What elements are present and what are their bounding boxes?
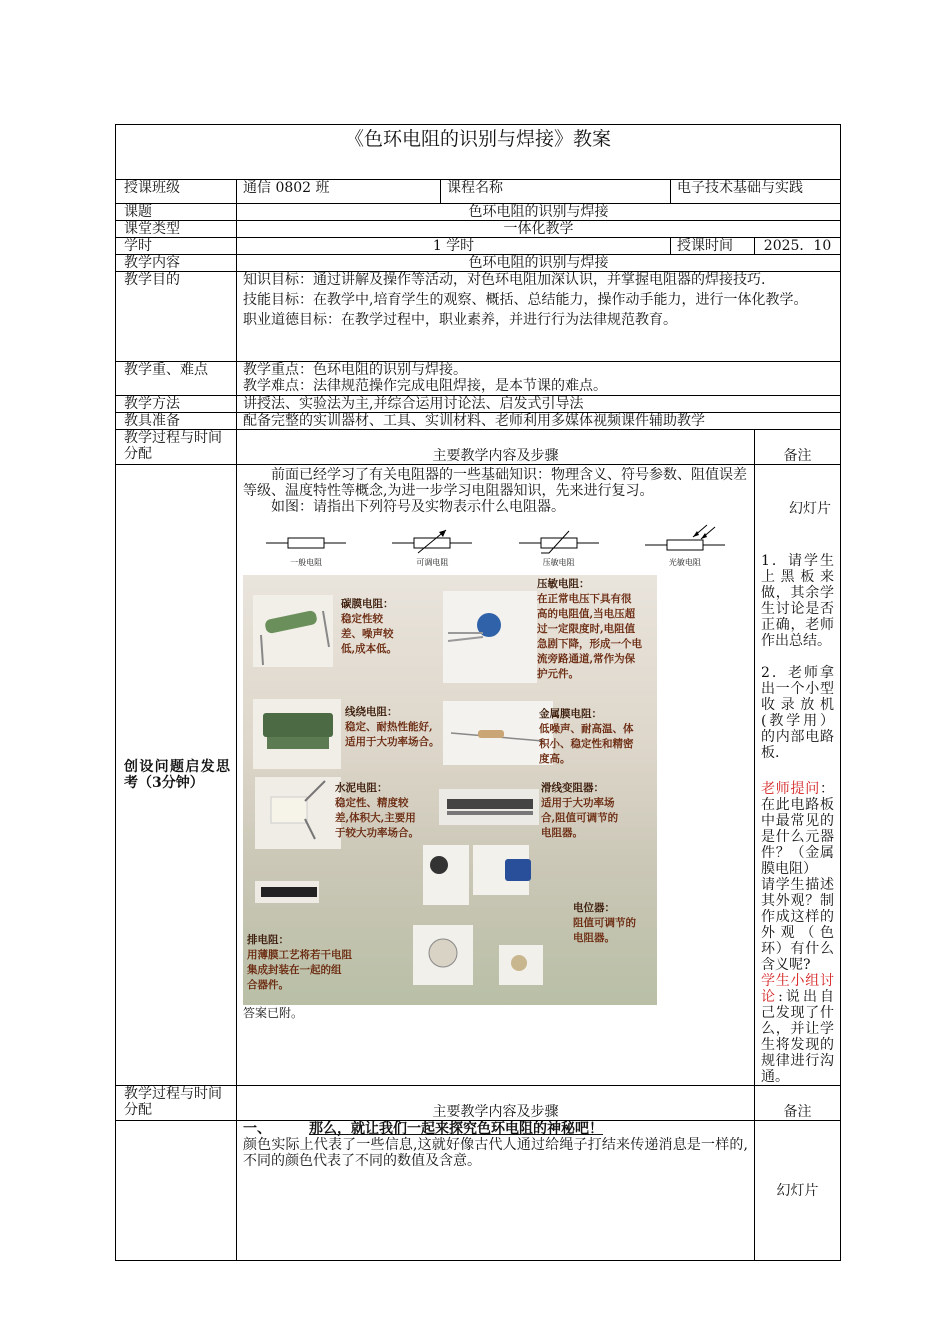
caption-cement: 水泥电阻： 稳定性、精度较 差,体积大,主要用 于较大功率场合。 bbox=[335, 782, 419, 839]
method-label: 教学方法 bbox=[116, 396, 237, 413]
varistor-icon bbox=[519, 527, 599, 555]
caption-resistor-network: 排电阻： 用薄膜工艺将若干电阻 集成封装在一起的组 合器件。 bbox=[247, 934, 352, 991]
caption-potentiometer: 电位器： 阻值可调节的 电阻器。 bbox=[573, 902, 636, 944]
fixed-resistor-icon bbox=[266, 531, 346, 555]
course-value: 电子技术基础与实践 bbox=[671, 180, 841, 204]
slide-note: 幻灯片 bbox=[789, 501, 831, 517]
hours-label: 学时 bbox=[116, 238, 237, 255]
content-label: 教学内容 bbox=[116, 255, 237, 272]
class-value: 通信 0802 班 bbox=[237, 180, 441, 204]
goal-cell bbox=[237, 272, 841, 362]
process-label: 教学过程与时间分配 bbox=[116, 430, 237, 465]
key-label: 教学重、难点 bbox=[116, 362, 237, 396]
section2-slide-note: 幻灯片 bbox=[755, 1121, 841, 1261]
topic-label: 课题 bbox=[116, 204, 237, 221]
section1-notes bbox=[755, 465, 841, 1086]
note-header: 备注 bbox=[755, 430, 841, 465]
content-value: 色环电阻的识别与焊接 bbox=[237, 255, 841, 272]
caption-slide-rheostat: 滑线变阻器： 适用于大功率场 合,阻值可调节的 电阻器。 bbox=[541, 782, 619, 839]
time-label: 授课时间 bbox=[671, 238, 755, 255]
tool-label: 教具准备 bbox=[116, 413, 237, 430]
course-label: 课程名称 bbox=[441, 180, 671, 204]
lesson-plan-table bbox=[115, 124, 841, 1261]
key-cell bbox=[237, 362, 841, 396]
resistor-photo-collage bbox=[243, 575, 657, 1005]
key-point: 教学重点：色环电阻的识别与焊接。 bbox=[243, 362, 467, 378]
main-content-header-2: 主要教学内容及步骤 bbox=[237, 1086, 755, 1121]
symbol-varistor: 压敏电阻 bbox=[519, 527, 599, 571]
symbol-fixed-resistor: 一般电阻 bbox=[266, 531, 346, 571]
goal-label: 教学目的 bbox=[116, 272, 237, 362]
note-circuit-board: 2．老师拿出一个小型收录放机(教学用）的内部电路板. bbox=[761, 665, 835, 761]
caption-wirewound: 线绕电阻： 稳定、耐热性能好, 适用于大功率场合。 bbox=[345, 706, 440, 748]
stage-label-2 bbox=[116, 1121, 237, 1261]
note-header-2: 备注 bbox=[755, 1086, 841, 1121]
section2-paragraph: 颜色实际上代表了一些信息,这就好像古代人通过给绳子打结来传递消息是一样的,不同的颜色代表了不同的数值及含意。 bbox=[243, 1137, 748, 1169]
note-describe: 请学生描述其外观？制作成这样的外观（色环）有什么含义呢? bbox=[761, 877, 835, 973]
hours-value: 1 学时 bbox=[237, 238, 671, 255]
time-value: 2025．10 bbox=[755, 238, 841, 255]
note-teacher-question: 老师提问：在此电路板中最常见的是什么元器件？（金属膜电阻） bbox=[761, 781, 835, 877]
caption-carbon-film: 碳膜电阻： 稳定性较 差、噪声较 低,成本低。 bbox=[341, 598, 398, 655]
review-paragraph: 前面已经学习了有关电阻器的一些基础知识：物理含义、符号参数、阻值误差等级、温度特性等概念,为进一步学习电阻器知识，先来进行复习。 bbox=[243, 467, 747, 499]
process-label-2: 教学过程与时间分配 bbox=[116, 1086, 237, 1121]
lesson-plan-page bbox=[115, 124, 840, 1261]
note-group-discussion: 学生小组讨论:说出自己发现了什么，并让学生将发现的规律进行沟通。 bbox=[761, 973, 835, 1085]
caption-varistor: 压敏电阻： 在正常电压下具有很 高的电阻值,当电压超 过一定限度时,电阻值 急剧下降，形成一个电 流旁路通道,常作为保 护元件。 bbox=[537, 578, 642, 680]
method-value: 讲授法、实验法为主,并综合运用讨论法、启发式引导法 bbox=[237, 396, 841, 413]
symbol-photoresistor: 光敏电阻 bbox=[645, 523, 725, 571]
section2-content bbox=[237, 1121, 755, 1261]
topic-value: 色环电阻的识别与焊接 bbox=[237, 204, 841, 221]
document-title: 《色环电阻的识别与焊接》教案 bbox=[116, 125, 841, 180]
caption-metal-film: 金属膜电阻： 低噪声、耐高温、体 积小、稳定性和精密 度高。 bbox=[539, 708, 634, 765]
section1-content bbox=[237, 465, 755, 1086]
symbol-adjustable-resistor: 可调电阻 bbox=[392, 527, 472, 571]
type-label: 课堂类型 bbox=[116, 221, 237, 238]
goal-ethics: 职业道德目标：在教学过程中，职业素养，并进行行为法律规范教育。 bbox=[243, 312, 677, 328]
answer-note: 答案已附。 bbox=[243, 1006, 304, 1020]
goal-skill: 技能目标：在教学中,培育学生的观察、概括、总结能力，操作动手能力，进行一体化教学。 bbox=[243, 292, 808, 308]
question-paragraph: 如图：请指出下列符号及实物表示什么电阻器。 bbox=[271, 499, 565, 515]
goal-knowledge: 知识目标：通过讲解及操作等活动，对色环电阻加深认识，并掌握电阻器的焊接技巧. bbox=[243, 272, 766, 288]
main-content-header: 主要教学内容及步骤 bbox=[237, 430, 755, 465]
type-value: 一体化教学 bbox=[237, 221, 841, 238]
tool-value: 配备完整的实训器材、工具、实训材料、老师利用多媒体视频课件辅助教学 bbox=[237, 413, 841, 430]
note-blackboard: 1．请学生上黑板来做，其余学生讨论是否正确，老师作出总结。 bbox=[761, 553, 835, 649]
section2-heading: 一、 那么，就让我们一起来探究色环电阻的神秘吧！ bbox=[243, 1121, 603, 1137]
resistor-symbols bbox=[243, 523, 748, 571]
difficult-point: 教学难点：法律规范操作完成电阻焊接，是本节课的难点。 bbox=[243, 378, 607, 394]
adjustable-resistor-icon bbox=[392, 527, 472, 555]
photoresistor-icon bbox=[645, 523, 725, 555]
class-label: 授课班级 bbox=[116, 180, 237, 204]
stage-label: 创设问题启发思考（3分钟） bbox=[116, 465, 237, 1086]
